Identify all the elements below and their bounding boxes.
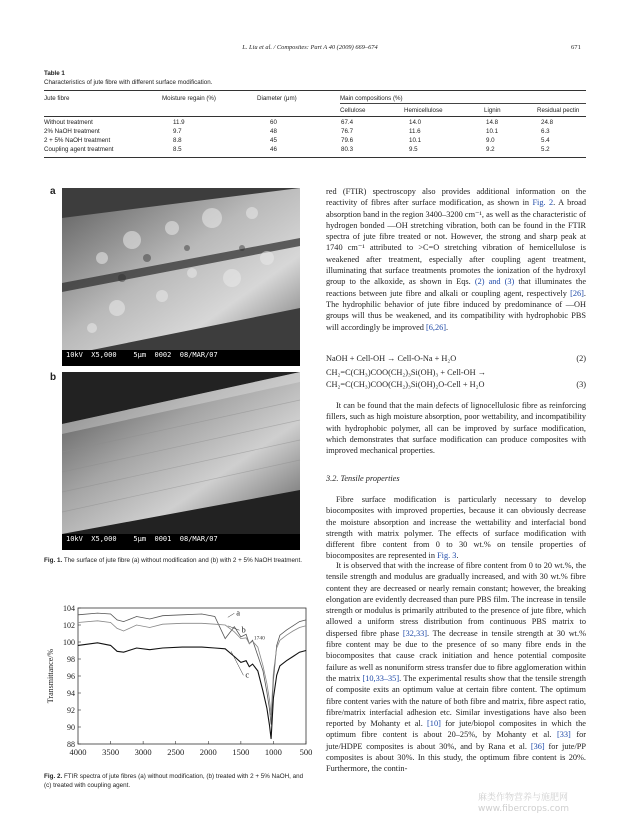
table-header-residual: Residual pectin (537, 107, 580, 114)
table-header-cellulose: Cellulose (340, 107, 366, 114)
table-cell-diameter: 45 (270, 137, 277, 144)
series-point-b (234, 632, 235, 633)
series-point-c (123, 652, 124, 653)
series-point-a (182, 615, 183, 616)
table-cell-moisture: 11.9 (173, 119, 185, 126)
section-heading-tensile: 3.2. Tensile properties (326, 474, 400, 483)
y-tick-label: 100 (63, 638, 75, 647)
table-cell-hemi: 14.0 (409, 119, 422, 126)
series-point-a (269, 709, 270, 710)
x-tick-label: 500 (299, 747, 313, 757)
text-run: . The experimental results show that the tensile strength of composite exits an optimum value at certain fibre content. The optimum fibre content varies with the nature of both fibre and matrix, fibre aspect ratio, fibre/matrix interfacial adhesion etc. Similar investigations have also been reported by Mohanty et al. (326, 673, 586, 729)
series-point-b (293, 631, 294, 632)
series-point-c (269, 725, 270, 726)
text-run: for jute/PP composites is about 30%. In this study, the optimum fibre content is 20%. Furthermore, the contin- (326, 741, 586, 774)
fig2-caption-label: Fig. 2. (44, 773, 63, 780)
paragraph-defects-text: It can be found that the main defects of lignocellulosic fibre as reinforcing fillers, such as high moisture absorption, poor wettability, and incompatibility with hydrophobic polymer, all can be improved by surface modification, which demonstrates that surface modification can produce composites with improved mechanical properties. (326, 401, 586, 456)
table-caption: Characteristics of jute fibre with different surface modification. (44, 79, 213, 86)
series-point-b (123, 631, 124, 632)
series-point-c (280, 666, 281, 667)
y-tick-label: 98 (67, 655, 75, 664)
table-row-label: Coupling agent treatment (44, 146, 114, 153)
text-run: . (446, 322, 449, 332)
series-point-b (241, 638, 242, 639)
series-point-b (258, 647, 259, 648)
ftir-chart (44, 602, 313, 762)
series-point-c (202, 647, 203, 648)
curve-label-leader (231, 651, 243, 675)
series-point-b (97, 621, 98, 622)
curve-label-b: b (241, 624, 246, 635)
series-point-a (162, 615, 163, 616)
series-point-b (267, 683, 268, 684)
series-point-a (97, 613, 98, 614)
table-header-rule (44, 116, 586, 117)
text-run: for jute/biopol composites in which the optimum fibre content is about 20–25%, by Mohanty et al. (326, 719, 586, 740)
series-point-b (149, 627, 150, 628)
series-point-b (78, 622, 79, 623)
series-point-c (149, 649, 150, 650)
series-line-c (78, 643, 306, 739)
text-run: that illuminates the reactions between jute fibre and alkali or coupling agent, respectively (326, 277, 587, 298)
series-point-c (162, 648, 163, 649)
curve-label-a: a (236, 607, 241, 618)
series-point-c (263, 691, 264, 692)
x-tick-label: 3000 (134, 747, 152, 757)
sem-image-b (62, 372, 300, 550)
y-tick-label: 96 (67, 672, 75, 681)
series-point-c (110, 645, 111, 646)
series-point-a (225, 638, 226, 639)
series-point-a (280, 635, 281, 636)
fig2-caption-text: FTIR spectra of jute fibres (a) without modification, (b) treated with 2 + 5% NaOH, and (c) treated with coupling agent. (44, 773, 304, 789)
series-point-b (136, 625, 137, 626)
series-point-a (258, 655, 259, 656)
table-row-label: 2 + 5% NaOH treatment (44, 137, 111, 144)
text-run: . A broad absorption band in the region 3400–3200 cm⁻¹, as well as the characteristic of hydrogen bonded —OH stretching vibration, both can be found in the FTIR spectra of jute fibre treated or not. However, the strong and sharp peak at 1740 cm⁻¹ attributed to >C=O stretching vibration of hemicellulose is weakened after treatment, especially after coupling agent treatment, illuminating that surface treatments promotes the ionization of the hydroxyl group to the alkoxide, as shown in Eqs. (326, 198, 586, 287)
table-label: Table 1 (44, 70, 65, 77)
table-cell-diameter: 60 (270, 119, 277, 126)
series-point-c (273, 698, 274, 699)
series-line-b (78, 621, 306, 715)
table-cell-hemi: 11.6 (409, 128, 421, 135)
text-run: for jute/HDPE composites is about 30%, and by Rana et al. (326, 730, 586, 751)
table-bottom-rule (44, 157, 586, 158)
table-header-hemicellulose: Hemicellulose (404, 107, 443, 114)
series-point-a (78, 615, 79, 616)
series-point-a (263, 671, 264, 672)
series-point-a (149, 619, 150, 620)
series-point-a (117, 620, 118, 621)
x-tick-label: 3500 (102, 747, 120, 757)
link-eqs[interactable]: (2) and (3) (474, 277, 515, 287)
table-cell-residual: 5.2 (541, 146, 550, 153)
fig1-panel-b-tag: b (50, 372, 57, 383)
table-row-label: 2% NaOH treatment (44, 128, 100, 135)
fig1-caption-text: The surface of jute fibre (a) without modification and (b) with 2 + 5% NaOH treatment. (62, 557, 303, 564)
series-point-c (117, 651, 118, 652)
x-tick-label: 1000 (264, 747, 282, 757)
series-point-a (234, 626, 235, 627)
y-tick-label: 102 (63, 621, 75, 630)
series-point-b (182, 623, 183, 624)
equation-3-line2 (326, 380, 586, 389)
series-point-a (202, 614, 203, 615)
series-point-b (249, 643, 250, 644)
annotation-1740: 1740 (253, 635, 265, 642)
series-point-c (215, 648, 216, 649)
y-tick-label: 104 (63, 604, 75, 613)
series-point-b (202, 623, 203, 624)
table-cell-lignin: 14.8 (486, 119, 499, 126)
series-point-c (271, 739, 272, 740)
body-paragraph-tensile-intro (326, 494, 586, 562)
series-point-c (182, 647, 183, 648)
series-point-a (123, 621, 124, 622)
series-point-b (215, 624, 216, 625)
series-point-c (258, 671, 259, 672)
page-number: 671 (571, 44, 581, 51)
y-axis-label: Transmittance/% (46, 648, 55, 704)
table-header-diameter: Diameter (μm) (257, 95, 297, 102)
table-header-moisture: Moisture regain (%) (162, 95, 216, 102)
body-paragraph-ftir (326, 186, 586, 333)
table-cell-cellulose: 79.6 (341, 137, 354, 144)
series-point-a (215, 616, 216, 617)
table-top-rule (44, 90, 586, 91)
link-fig3[interactable]: Fig. 3 (437, 551, 457, 561)
table-subheader-rule (340, 103, 586, 104)
watermark-line1: 麻类作物营养与施肥网 (478, 793, 569, 803)
series-point-b (263, 666, 264, 667)
y-tick-label: 90 (67, 723, 75, 732)
table-cell-cellulose: 67.4 (341, 119, 354, 126)
series-point-c (252, 664, 253, 665)
series-point-c (286, 660, 287, 661)
equation-2-text: NaOH + Cell-OH → Cell-O-Na + H₂O (326, 354, 457, 363)
equation-3-number: (3) (576, 380, 586, 389)
table-cell-cellulose: 76.7 (341, 128, 354, 135)
series-point-b (162, 624, 163, 625)
series-point-b (286, 635, 287, 636)
link-ref-36[interactable]: [36] (530, 741, 545, 751)
series-point-b (273, 672, 274, 673)
sem-a-databar: 10kV X5,000 5μm 0002 08/MAR/07 (66, 351, 218, 359)
table-cell-lignin: 9.0 (486, 137, 495, 144)
series-point-b (306, 626, 307, 627)
table-row-label: Without treatment (44, 119, 93, 126)
fig1-panel-a-tag: a (50, 186, 56, 197)
sem-b-databar: 10kV X5,000 5μm 0001 08/MAR/07 (66, 535, 218, 543)
fig2-caption (44, 772, 310, 790)
series-point-b (276, 648, 277, 649)
text-run: red (FTIR) spectroscopy also provides additional information on the reactivity of fibres after surface modification, as shown in (326, 187, 586, 208)
y-tick-label: 94 (67, 689, 75, 698)
series-point-b (117, 628, 118, 629)
text-run: . The decrease in tensile strength at 30 wt.% fibre content may be due to the presence of so many fibre ends in the biocomposites that cause crack initiation and hence potential composite failure as well as nonuniform stress transfer due to fibre agglomeration within the matrix (326, 628, 586, 683)
table-cell-residual: 6.3 (541, 128, 550, 135)
y-tick-label: 88 (67, 740, 75, 749)
body-paragraph-tensile-results (326, 560, 586, 775)
series-point-a (299, 621, 300, 622)
table-cell-moisture: 8.5 (173, 146, 182, 153)
series-point-b (299, 627, 300, 628)
table-cell-residual: 24.8 (541, 119, 554, 126)
x-tick-label: 2500 (167, 747, 185, 757)
equation-3-text-b: CH₂=C(CH₃)COO(CH₂)₃Si(OH)₂O-Cell + H₂O (326, 380, 485, 389)
series-point-c (299, 652, 300, 653)
link-ref-26[interactable]: [26] (570, 288, 584, 298)
series-point-c (306, 650, 307, 651)
series-point-b (246, 638, 247, 639)
series-point-c (225, 649, 226, 650)
link-ref-33[interactable]: [33] (557, 730, 571, 740)
table-cell-lignin: 10.1 (486, 128, 499, 135)
equation-2 (326, 354, 586, 363)
series-point-a (136, 616, 137, 617)
text-run: Fibre surface modification is particularly necessary to develop biocomposites with improved properties, because it can obviously decrease the moisture absorption and increase the wettability and interfacial bond strength with matrix polymer. The effects of surface modification with different fibre content from 0 to 30 wt.% on tensile properties of biocomposites are represented in (326, 495, 586, 561)
table-cell-cellulose: 80.3 (341, 146, 354, 153)
series-point-c (246, 660, 247, 661)
series-point-b (110, 622, 111, 623)
running-header: L. Liu et al. / Composites: Part A 40 (2009) 669–674 (242, 44, 378, 51)
body-paragraph-defects (326, 400, 586, 456)
series-point-a (267, 692, 268, 693)
link-fig2[interactable]: Fig. 2 (532, 198, 554, 208)
table-cell-moisture: 9.7 (173, 128, 182, 135)
series-point-b (225, 625, 226, 626)
series-point-c (276, 675, 277, 676)
series-point-c (267, 708, 268, 709)
link-ref-10[interactable]: [10] (427, 719, 441, 729)
series-point-a (110, 614, 111, 615)
table-cell-lignin: 9.2 (486, 146, 495, 153)
text-run: . The hydrophilic behavior of jute fibre induced by predominance of —OH groups will thus be weakened, and its compatibility with hydrophobic PBS will accordingly be improved (326, 288, 586, 332)
table-cell-moisture: 8.8 (173, 137, 182, 144)
series-point-c (136, 648, 137, 649)
sem-image-a (62, 188, 300, 366)
table-cell-hemi: 9.5 (409, 146, 418, 153)
series-point-c (249, 666, 250, 667)
table-cell-diameter: 48 (270, 128, 277, 135)
series-point-b (252, 641, 253, 642)
link-ref-32-33[interactable]: [32,33] (402, 628, 428, 638)
series-point-c (78, 645, 79, 646)
equation-3-text-a: CH₂=C(CH₃)COO(CH₂)₃Si(OH)₃ + Cell-OH → (326, 368, 487, 377)
table-header-lignin: Lignin (484, 107, 501, 114)
table-header-main: Main compositions (%) (340, 95, 403, 102)
series-point-c (97, 643, 98, 644)
series-point-c (241, 662, 242, 663)
text-run: It is observed that with the increase of fibre content from 0 to 20 wt.%, the tensile strength and modulus are gradually increased, and with 30 wt.% fibre content they are decreased or nearly remain constant; however, the breaking elongation are evidently decreased than pure PBS film. The increase in tensile strength or modulus is primarily attributed to the presence of jute fibre, which allowed a uniform stress distribution from continuous PBS matrix to dispersed fibre phase (326, 561, 586, 638)
series-point-b (269, 700, 270, 701)
table-cell-hemi: 10.1 (409, 137, 422, 144)
fig1-caption (44, 556, 310, 565)
series-point-a (276, 645, 277, 646)
curve-label-c: c (245, 669, 250, 680)
watermark-line2: www.fibercrops.com (478, 804, 569, 814)
fig1-caption-label: Fig. 1. (44, 557, 63, 564)
table-header-fibre: Jute fibre (44, 95, 70, 102)
link-ref-10-33-35[interactable]: [10,33–35] (362, 673, 400, 683)
curve-label-leader (228, 613, 234, 617)
series-point-a (241, 637, 242, 638)
series-point-a (306, 620, 307, 621)
series-point-a (246, 634, 247, 635)
watermark (478, 793, 569, 815)
text-run: . (456, 551, 459, 561)
link-ref-6-26[interactable]: [6,26] (426, 322, 447, 332)
equation-3-line1 (326, 368, 586, 377)
series-point-b (280, 640, 281, 641)
series-point-a (271, 724, 272, 725)
series-point-c (234, 656, 235, 657)
series-point-c (293, 656, 294, 657)
y-tick-label: 92 (67, 706, 75, 715)
table-cell-diameter: 46 (270, 146, 277, 153)
series-point-a (286, 630, 287, 631)
series-point-a (293, 626, 294, 627)
table-cell-residual: 5.4 (541, 137, 550, 144)
equation-2-number: (2) (576, 354, 586, 363)
x-tick-label: 2000 (199, 747, 217, 757)
x-tick-label: 1500 (232, 747, 250, 757)
series-point-a (252, 640, 253, 641)
x-tick-label: 4000 (69, 747, 87, 757)
series-point-b (271, 715, 272, 716)
